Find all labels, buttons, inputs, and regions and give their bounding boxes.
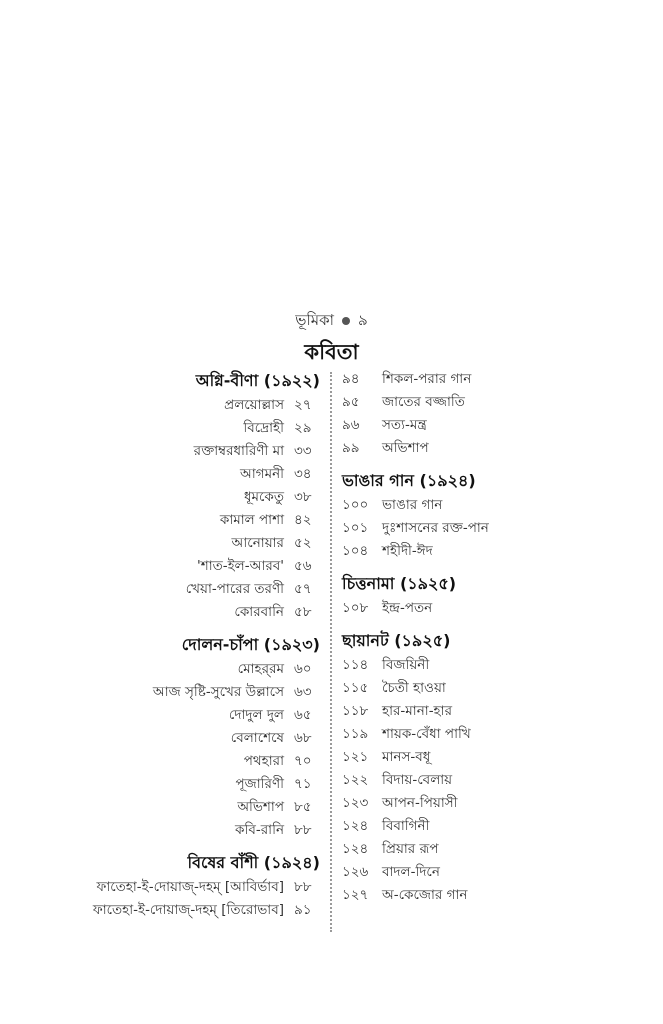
toc-entry[interactable] — [0, 819, 320, 842]
entry-page-number: ৩৮ — [294, 489, 312, 505]
toc-entry[interactable] — [342, 597, 642, 620]
entry-title: ইন্দ্র-পতন — [382, 600, 433, 616]
toc-entry[interactable] — [0, 601, 320, 624]
entry-page-number: ২৭ — [294, 397, 312, 413]
entry-title: শায়ক-বেঁধা পাখি — [382, 726, 471, 742]
entry-title: প্রিয়ার রূপ — [382, 841, 439, 857]
toc-group — [0, 850, 320, 922]
entry-title: আজ সৃষ্টি-সুখের উল্লাসে — [152, 684, 284, 700]
entry-title: ফাতেহা-ই-দোয়াজ্-দহম্ [আবির্ভাব] — [96, 879, 284, 895]
entry-title: অভিশাপ — [382, 440, 429, 456]
entry-page-number: ৩৩ — [294, 443, 312, 459]
entry-page-number: ৫৬ — [294, 558, 312, 574]
entry-title: মানস-বধূ — [382, 749, 431, 765]
entry-page-number: ৯৬ — [342, 417, 360, 433]
toc-entry[interactable] — [0, 876, 320, 899]
entry-page-number: ১০৮ — [342, 600, 369, 616]
entry-title: রক্তাম্বরধারিণী মা — [193, 443, 284, 459]
entry-title: শিকল-পরার গান — [382, 371, 472, 387]
entry-page-number: ৭০ — [294, 753, 312, 769]
entry-title: বাদল-দিনে — [382, 864, 440, 880]
entry-title: বেলাশেষে — [230, 730, 284, 746]
entry-title: 'শাত-ইল-আরব' — [197, 558, 284, 574]
toc-entry[interactable] — [0, 727, 320, 750]
entry-title: শহীদী-ঈদ — [382, 543, 433, 559]
toc-group — [0, 368, 320, 624]
toc-entry[interactable] — [342, 769, 642, 792]
toc-entry[interactable] — [342, 700, 642, 723]
group-title: ভাঙার গান (১৯২৪) — [342, 471, 476, 490]
entry-title: দোদুল দুল — [228, 707, 284, 723]
entry-page-number: ১২৪ — [342, 818, 369, 834]
entry-page-number: ৫২ — [294, 535, 312, 551]
entry-page-number: ৯৯ — [342, 440, 360, 456]
entry-title: বিদায়-বেলায় — [382, 772, 453, 788]
toc-group — [342, 368, 642, 460]
toc-entry[interactable] — [342, 414, 642, 437]
entry-page-number: ১০০ — [342, 497, 369, 513]
entry-title: বিবাগিনী — [382, 818, 430, 834]
toc-entry[interactable] — [342, 677, 642, 700]
group-title: চিত্তনামা (১৯২৫) — [342, 574, 457, 593]
toc-entry[interactable] — [0, 555, 320, 578]
group-title: অগ্নি-বীণা (১৯২২) — [195, 371, 320, 390]
entry-page-number: ১১৮ — [342, 703, 369, 719]
toc-entry[interactable] — [0, 773, 320, 796]
entry-title: পথহারা — [243, 753, 284, 769]
toc-entry[interactable] — [342, 838, 642, 861]
entry-page-number: ১২৭ — [342, 887, 369, 903]
entry-title: কবি-রানি — [235, 822, 284, 838]
toc-entry[interactable] — [342, 540, 642, 563]
entry-page-number: ২৯ — [294, 420, 312, 436]
toc-entry[interactable] — [0, 394, 320, 417]
entry-page-number: ১২২ — [342, 772, 369, 788]
entry-page-number: ৫৭ — [294, 581, 312, 597]
right-column — [342, 368, 642, 915]
entry-title: পূজারিণী — [235, 776, 284, 792]
toc-group — [0, 632, 320, 842]
entry-page-number: ৬৩ — [294, 684, 312, 700]
toc-entry[interactable] — [342, 723, 642, 746]
toc-entry[interactable] — [0, 486, 320, 509]
entry-title: প্রলয়োল্লাস — [224, 397, 284, 413]
toc-entry[interactable] — [0, 532, 320, 555]
group-title: ছায়ানট (১৯২৫) — [342, 631, 451, 650]
entry-page-number: ১২৪ — [342, 841, 369, 857]
entry-page-number: ১২৩ — [342, 795, 369, 811]
toc-entry[interactable] — [0, 899, 320, 922]
entry-page-number: ৬০ — [294, 661, 312, 677]
toc-entry[interactable] — [342, 654, 642, 677]
entry-title: ফাতেহা-ই-দোয়াজ্-দহম্ [তিরোভাব] — [92, 902, 284, 918]
entry-title: বিদ্রোহী — [243, 420, 284, 436]
toc-entry[interactable] — [342, 884, 642, 907]
toc-entry[interactable] — [0, 796, 320, 819]
group-title: বিষের বাঁশী (১৯২৪) — [187, 853, 320, 872]
entry-title: আগমনী — [239, 466, 284, 482]
toc-group — [342, 628, 642, 907]
entry-title: কোরবানি — [234, 604, 284, 620]
entry-page-number: ৬৮ — [294, 730, 312, 746]
toc-entry[interactable] — [0, 440, 320, 463]
group-title: দোলন-চাঁপা (১৯২৩) — [181, 635, 320, 654]
entry-title: আনোয়ার — [231, 535, 284, 551]
toc-entry[interactable] — [0, 463, 320, 486]
entry-page-number: ৮৮ — [294, 879, 312, 895]
entry-page-number: ৯৪ — [342, 371, 360, 387]
entry-title: অভিশাপ — [237, 799, 284, 815]
toc-entry[interactable] — [0, 509, 320, 532]
toc-entry[interactable] — [0, 578, 320, 601]
entry-title: জাতের বজ্জাতি — [382, 394, 465, 410]
entry-page-number: ৭১ — [294, 776, 312, 792]
entry-page-number: ১২৬ — [342, 864, 369, 880]
page-reference — [0, 309, 663, 334]
entry-page-number: ৮৮ — [294, 822, 312, 838]
entry-title: সত্য-মন্ত্র — [382, 417, 427, 433]
toc-entry[interactable] — [342, 517, 642, 540]
entry-page-number: ১২১ — [342, 749, 369, 765]
entry-page-number: ১০৪ — [342, 543, 369, 559]
entry-title: খেয়া-পারের তরণী — [185, 581, 284, 597]
entry-title: দুঃশাসনের রক্ত-পান — [382, 520, 489, 536]
entry-page-number: ৮৫ — [294, 799, 312, 815]
toc-entry[interactable] — [0, 681, 320, 704]
entry-page-number: ৩৪ — [294, 466, 312, 482]
section-title: কবিতা — [304, 340, 359, 364]
entry-title: ভাঙার গান — [382, 497, 443, 513]
entry-page-number: ৪২ — [294, 512, 312, 528]
toc-entry[interactable] — [0, 658, 320, 681]
entry-page-number: ৫৮ — [294, 604, 312, 620]
toc-entry[interactable] — [342, 494, 642, 517]
entry-title: মোহর্‌রম — [237, 661, 284, 677]
toc-group — [342, 571, 642, 620]
left-column — [0, 368, 320, 930]
toc-entry[interactable] — [342, 815, 642, 838]
toc-entry[interactable] — [0, 704, 320, 727]
entry-page-number: ১০১ — [342, 520, 369, 536]
bullet-icon — [342, 317, 350, 325]
toc-entry[interactable] — [0, 750, 320, 773]
page-ref-label: ভূমিকা — [295, 311, 334, 329]
toc-entry[interactable] — [342, 746, 642, 769]
entry-page-number: ৯৫ — [342, 394, 360, 410]
entry-page-number: ১১৫ — [342, 680, 369, 696]
entry-title: চৈতী হাওয়া — [382, 680, 446, 696]
entry-title: অ-কেজোর গান — [382, 887, 468, 903]
entry-page-number: ১১৪ — [342, 657, 369, 673]
entry-page-number: ১১৯ — [342, 726, 369, 742]
toc-entry[interactable] — [342, 437, 642, 460]
toc-entry[interactable] — [342, 391, 642, 414]
toc-group — [342, 468, 642, 563]
entry-title: আপন-পিয়াসী — [382, 795, 458, 811]
entry-title: ধূমকেতু — [243, 489, 284, 505]
column-divider — [330, 372, 332, 932]
entry-title: হার-মানা-হার — [382, 703, 452, 719]
entry-page-number: ৬৫ — [294, 707, 312, 723]
toc-entry[interactable] — [342, 861, 642, 884]
page-ref-number: ৯ — [357, 311, 368, 329]
toc-entry[interactable] — [342, 368, 642, 391]
entry-title: বিজয়িনী — [382, 657, 430, 673]
toc-entry[interactable] — [342, 792, 642, 815]
toc-entry[interactable] — [0, 417, 320, 440]
entry-page-number: ৯১ — [294, 902, 312, 918]
entry-title: কামাল পাশা — [219, 512, 284, 528]
